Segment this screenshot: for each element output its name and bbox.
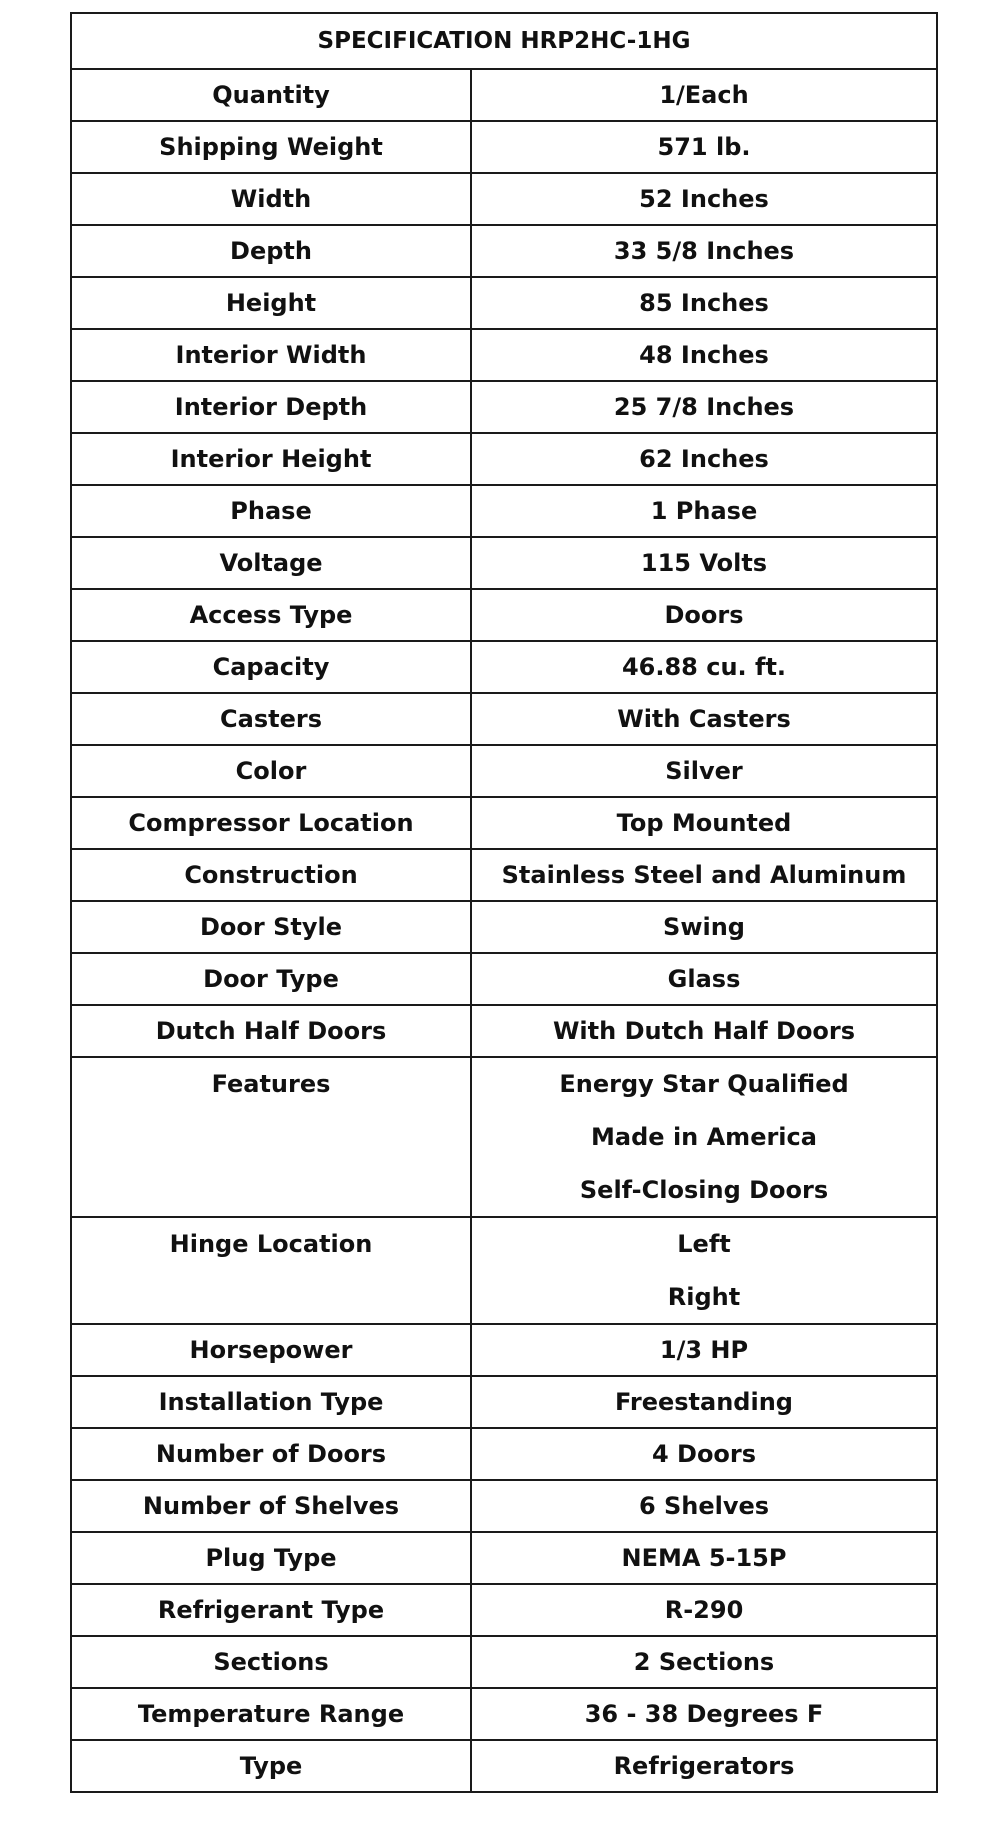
spec-label: Refrigerant Type: [71, 1584, 471, 1636]
spec-value: 48 Inches: [471, 329, 937, 381]
spec-value: 2 Sections: [471, 1636, 937, 1688]
spec-label: Door Type: [71, 953, 471, 1005]
spec-value: Swing: [471, 901, 937, 953]
spec-label: Shipping Weight: [71, 121, 471, 173]
spec-label: Construction: [71, 849, 471, 901]
spec-value: 46.88 cu. ft.: [471, 641, 937, 693]
spec-value: Doors: [471, 589, 937, 641]
spec-label: Number of Doors: [71, 1428, 471, 1480]
spec-label: Installation Type: [71, 1376, 471, 1428]
table-row: [71, 745, 937, 797]
table-row: [71, 1057, 937, 1217]
spec-value: [471, 1217, 937, 1324]
spec-value: 1/3 HP: [471, 1324, 937, 1376]
spec-value: Stainless Steel and Aluminum: [471, 849, 937, 901]
spec-label: Door Style: [71, 901, 471, 953]
table-row: [71, 641, 937, 693]
spec-value: 25 7/8 Inches: [471, 381, 937, 433]
table-row: [71, 849, 937, 901]
table-row: [71, 953, 937, 1005]
spec-value: R-290: [471, 1584, 937, 1636]
spec-label: Quantity: [71, 69, 471, 121]
spec-value-line: Self-Closing Doors: [579, 1176, 829, 1204]
table-row: [71, 173, 937, 225]
spec-label: Width: [71, 173, 471, 225]
spec-value: 115 Volts: [471, 537, 937, 589]
spec-value: 52 Inches: [471, 173, 937, 225]
spec-label: Capacity: [71, 641, 471, 693]
spec-value-line: Energy Star Qualified: [559, 1070, 849, 1098]
spec-label: Sections: [71, 1636, 471, 1688]
table-row: [71, 1636, 937, 1688]
table-row: [71, 589, 937, 641]
table-row: [71, 225, 937, 277]
spec-value: With Dutch Half Doors: [471, 1005, 937, 1057]
table-row: [71, 1480, 937, 1532]
spec-value-line: Right: [667, 1283, 741, 1311]
table-row: [71, 901, 937, 953]
spec-value: 62 Inches: [471, 433, 937, 485]
spec-label: Interior Depth: [71, 381, 471, 433]
specification-table-body: [71, 13, 937, 1792]
spec-label: Color: [71, 745, 471, 797]
table-row: [71, 1584, 937, 1636]
table-row: [71, 1740, 937, 1792]
spec-label: Type: [71, 1740, 471, 1792]
table-row: [71, 1217, 937, 1324]
spec-label: Horsepower: [71, 1324, 471, 1376]
table-row: [71, 537, 937, 589]
table-row: [71, 121, 937, 173]
spec-value: [471, 1057, 937, 1217]
spec-label: Dutch Half Doors: [71, 1005, 471, 1057]
spec-value: 6 Shelves: [471, 1480, 937, 1532]
table-row: [71, 277, 937, 329]
table-row: [71, 1428, 937, 1480]
table-row: [71, 433, 937, 485]
spec-label: Depth: [71, 225, 471, 277]
spec-label: Interior Width: [71, 329, 471, 381]
spec-value: Silver: [471, 745, 937, 797]
spec-value: 36 - 38 Degrees F: [471, 1688, 937, 1740]
table-row: [71, 329, 937, 381]
table-row: [71, 485, 937, 537]
spec-label: Hinge Location: [71, 1217, 471, 1324]
spec-value-line: Made in America: [591, 1123, 817, 1151]
table-row: [71, 1005, 937, 1057]
table-title: SPECIFICATION HRP2HC-1HG: [71, 13, 937, 69]
spec-value: NEMA 5-15P: [471, 1532, 937, 1584]
spec-value: 1/Each: [471, 69, 937, 121]
table-row: [71, 1532, 937, 1584]
table-row: [71, 797, 937, 849]
title-row: [71, 13, 937, 69]
spec-label: Interior Height: [71, 433, 471, 485]
spec-label: Voltage: [71, 537, 471, 589]
table-row: [71, 69, 937, 121]
spec-value: 1 Phase: [471, 485, 937, 537]
spec-value: Freestanding: [471, 1376, 937, 1428]
spec-value: 33 5/8 Inches: [471, 225, 937, 277]
spec-value: Refrigerators: [471, 1740, 937, 1792]
spec-value-line: Left: [677, 1230, 731, 1258]
table-row: [71, 1324, 937, 1376]
spec-label: Casters: [71, 693, 471, 745]
spec-label: Height: [71, 277, 471, 329]
table-row: [71, 381, 937, 433]
table-row: [71, 693, 937, 745]
spec-label: Phase: [71, 485, 471, 537]
spec-value: 571 lb.: [471, 121, 937, 173]
spec-value: With Casters: [471, 693, 937, 745]
spec-value: 4 Doors: [471, 1428, 937, 1480]
spec-value: Glass: [471, 953, 937, 1005]
spec-label: Plug Type: [71, 1532, 471, 1584]
spec-label: Access Type: [71, 589, 471, 641]
spec-value: 85 Inches: [471, 277, 937, 329]
spec-label: Features: [71, 1057, 471, 1217]
specification-table: [70, 12, 938, 1793]
spec-label: Temperature Range: [71, 1688, 471, 1740]
table-row: [71, 1376, 937, 1428]
spec-label: Number of Shelves: [71, 1480, 471, 1532]
spec-value: Top Mounted: [471, 797, 937, 849]
spec-label: Compressor Location: [71, 797, 471, 849]
table-row: [71, 1688, 937, 1740]
